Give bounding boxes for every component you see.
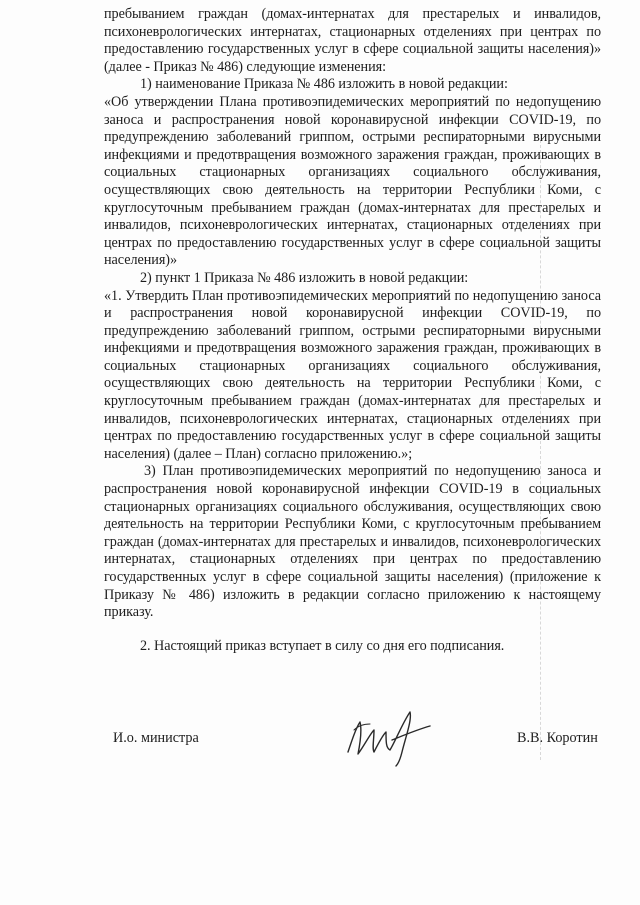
- paragraph-item-3: 3) План противоэпидемических мероприятий по недопущению заноса и распространения новой коронавирусной инфекции COVID-19 в социальных стационарных организациях социального обслуживания, осуществляющих свою деятельность на территории Республики Коми, с круглосуточным пребыванием граждан (домах-интернатах для престарелых и инвалидов, психоневрологических интернатах, стационарных отделениях при центрах по предоставлению государственных услуг в сфере социальной защиты населения) (приложение к Приказу № 486) изложить в редакции согласно приложению к настоящему приказу.: [104, 463, 601, 621]
- paragraph-item-1: 1) наименование Приказа № 486 изложить в новой редакции:: [140, 76, 508, 93]
- signatory-name: В.В. Коротин: [517, 730, 598, 746]
- paragraph-new-title: «Об утверждении Плана противоэпидемических мероприятий по недопущению заноса и распространения новой коронавирусной инфекции COVID-19, по предупреждению заболеваний гриппом, острыми респираторными вирусными инфекциями и предотвращения возможного заражения граждан, проживающих в социальных стационарных организациях социального обслуживания, осуществляющих свою деятельность на территории Республики Коми, с круглосуточным пребыванием граждан (домах-интернатах для престарелых и инвалидов, психоневрологических интернатах, стационарных отделениях при центрах по предоставлению государственных услуг в сфере социальной защиты населения)»: [104, 93, 601, 269]
- paragraph-intro-continuation: пребыванием граждан (домах-интернатах для престарелых и инвалидов, психоневрологических интернатах, стационарных отделениях при центрах по предоставлению государственных услуг в сфере социальной защиты населения)» (далее - Приказ № 486) следующие изменения:: [104, 6, 601, 75]
- signatory-position: И.о. министра: [113, 730, 199, 746]
- handwritten-signature-icon: [330, 700, 440, 770]
- paragraph-item-2: 2) пункт 1 Приказа № 486 изложить в новой редакции:: [140, 269, 469, 286]
- paragraph-effective-date: 2. Настоящий приказ вступает в силу со дня его подписания.: [140, 637, 505, 654]
- document-body: [104, 6, 601, 655]
- paragraph-new-point-1: «1. Утвердить План противоэпидемических мероприятий по недопущению заноса и распространения новой коронавирусной инфекции COVID-19, по предупреждению заболеваний гриппом, острыми респираторными вирусными инфекциями и предотвращения возможного заражения граждан, проживающих в социальных стационарных организациях социального обслуживания, осуществляющих свою деятельность на территории Республики Коми, с круглосуточным пребыванием граждан (домах-интернатах для престарелых и инвалидов, психоневрологических интернатах, стационарных отделениях при центрах по предоставлению государственных услуг в сфере социальной защиты населения) (далее – План) согласно приложению.»;: [104, 287, 601, 462]
